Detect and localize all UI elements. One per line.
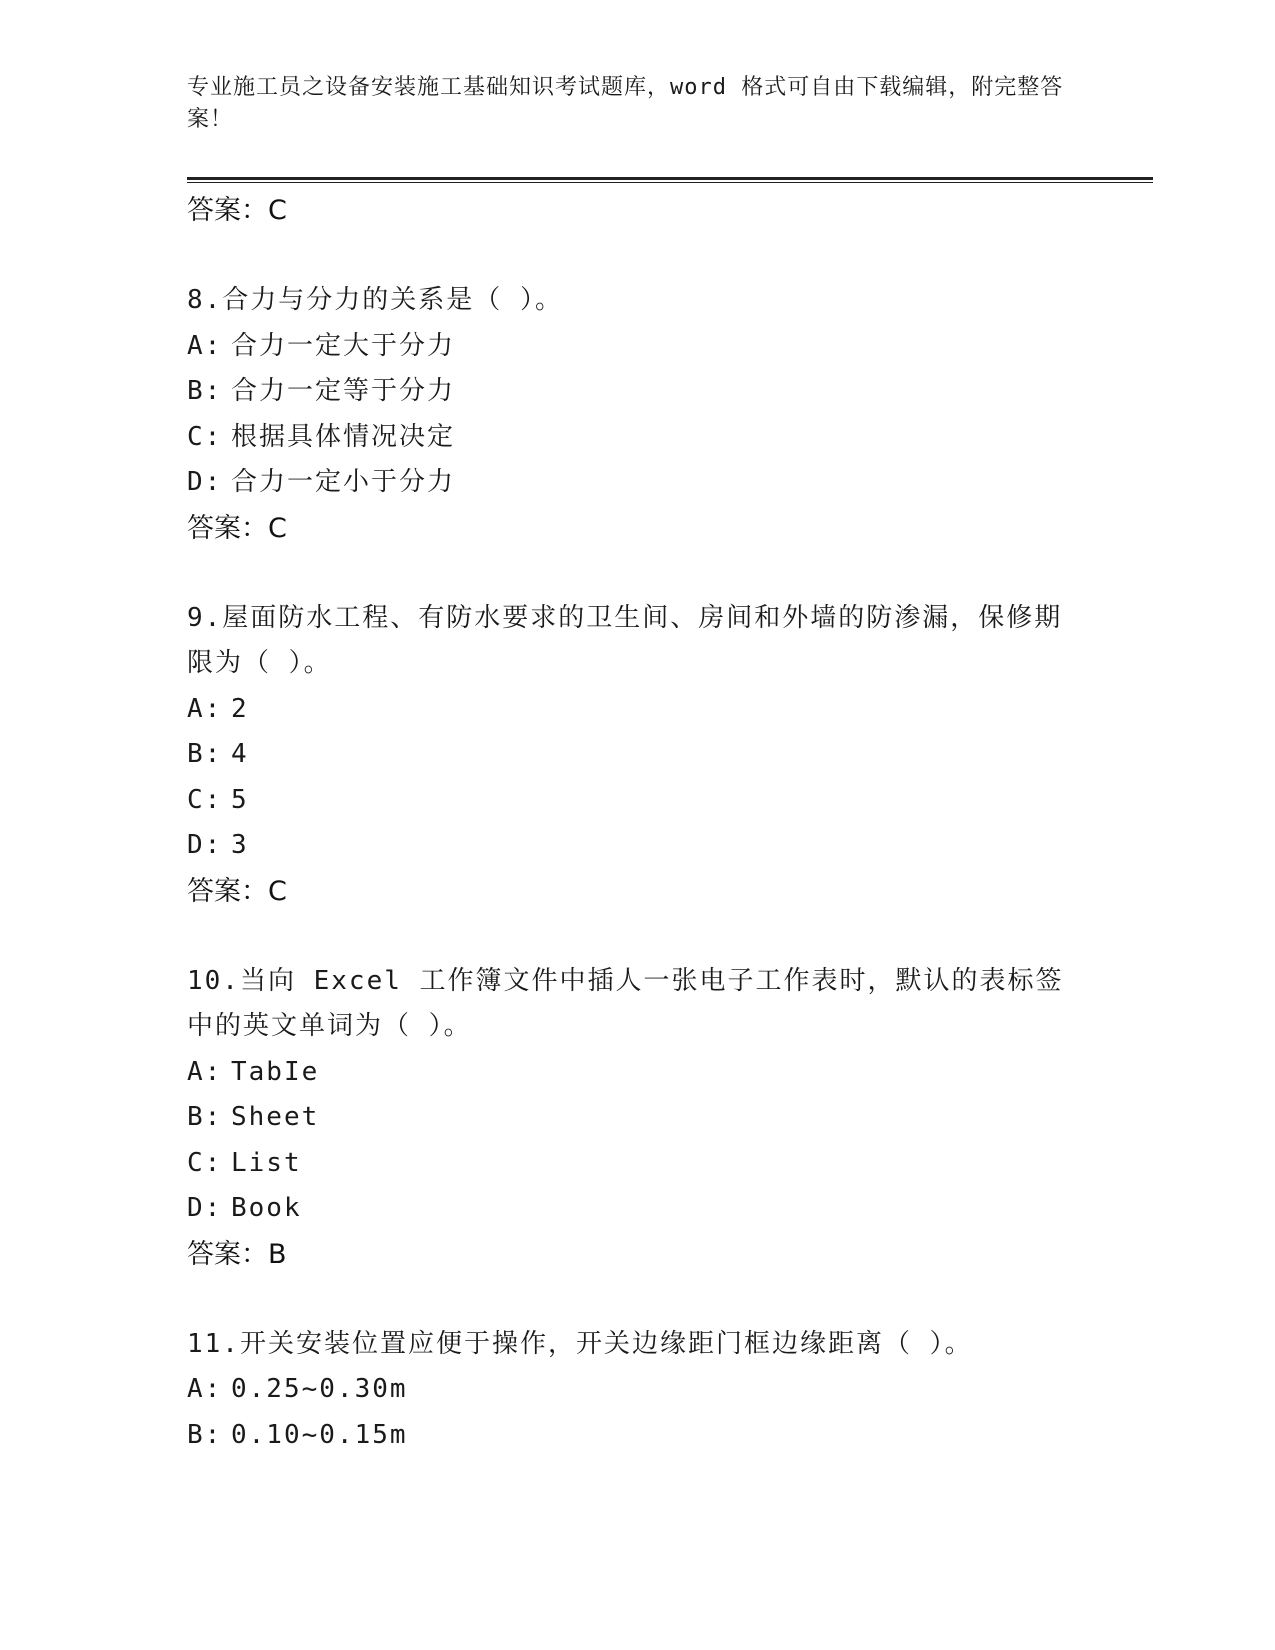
option-text: List — [231, 1147, 302, 1178]
option-text: Sheet — [231, 1102, 320, 1132]
option-letter: A: — [187, 1374, 223, 1404]
option-letter: A: — [187, 1056, 223, 1087]
option-c — [187, 1141, 1087, 1187]
option-d — [187, 460, 1087, 506]
option-letter: A: — [187, 693, 223, 724]
option-text: 2 — [231, 693, 249, 724]
question-text: 10.当向 Excel 工作簿文件中插人一张电子工作表时，默认的表标签中的英文单词为（ ）。 — [187, 965, 1064, 1041]
option-d — [187, 1186, 1087, 1232]
option-text: 3 — [231, 830, 249, 860]
option-text: 合力一定等于分力 — [231, 376, 456, 406]
option-text: 0.25~0.30m — [231, 1374, 408, 1404]
answer-line: 答案：B — [187, 1238, 287, 1270]
answer-line: 答案：C — [187, 512, 287, 544]
page-header: 专业施工员之设备安装施工基础知识考试题库，word 格式可自由下载编辑，附完整答案！ — [187, 75, 1064, 132]
option-text: 4 — [231, 739, 249, 769]
question-block — [187, 278, 1087, 552]
option-letter: D: — [187, 1193, 223, 1223]
option-a — [187, 1367, 1087, 1413]
option-text: 0.10~0.15m — [231, 1419, 408, 1450]
answer-line: 答案：C — [187, 875, 287, 907]
option-text: 合力一定小于分力 — [231, 467, 456, 497]
answer-line: 答案：C — [187, 195, 287, 226]
question-text: 11.开关安装位置应便于操作，开关边缘距门框边缘距离（ ）。 — [187, 1328, 973, 1359]
header-divider-thin — [187, 182, 1153, 183]
option-d — [187, 823, 1087, 869]
option-letter: B: — [187, 739, 223, 769]
option-a — [187, 687, 1087, 733]
spacer — [187, 552, 1087, 596]
option-b — [187, 1095, 1087, 1141]
option-b — [187, 732, 1087, 778]
option-text: 合力一定大于分力 — [231, 330, 456, 361]
option-letter: B: — [187, 1102, 223, 1132]
option-letter: A: — [187, 330, 223, 361]
option-b — [187, 1413, 1087, 1459]
question-block — [187, 1322, 1087, 1459]
option-letter: B: — [187, 376, 223, 406]
question-block — [187, 596, 1087, 915]
option-letter: C: — [187, 1147, 223, 1178]
option-c — [187, 415, 1087, 461]
header-divider — [187, 177, 1153, 180]
spacer — [187, 234, 1087, 278]
option-text: TabIe — [231, 1056, 320, 1087]
spacer — [187, 1278, 1087, 1322]
question-text: 9.屋面防水工程、有防水要求的卫生间、房间和外墙的防渗漏，保修期限为（ ）。 — [187, 602, 1063, 678]
option-letter: C: — [187, 421, 223, 452]
question-list — [187, 188, 1087, 1458]
spacer — [187, 915, 1087, 959]
option-text: Book — [231, 1193, 302, 1223]
option-text: 根据具体情况决定 — [231, 421, 456, 452]
question-text: 8.合力与分力的关系是（ ）。 — [187, 285, 563, 315]
option-c — [187, 778, 1087, 824]
option-letter: D: — [187, 830, 223, 860]
option-b — [187, 369, 1087, 415]
option-letter: C: — [187, 784, 223, 815]
option-letter: B: — [187, 1419, 223, 1450]
option-text: 5 — [231, 784, 249, 815]
option-a — [187, 324, 1087, 370]
option-letter: D: — [187, 467, 223, 497]
question-block — [187, 959, 1087, 1278]
option-a — [187, 1050, 1087, 1096]
